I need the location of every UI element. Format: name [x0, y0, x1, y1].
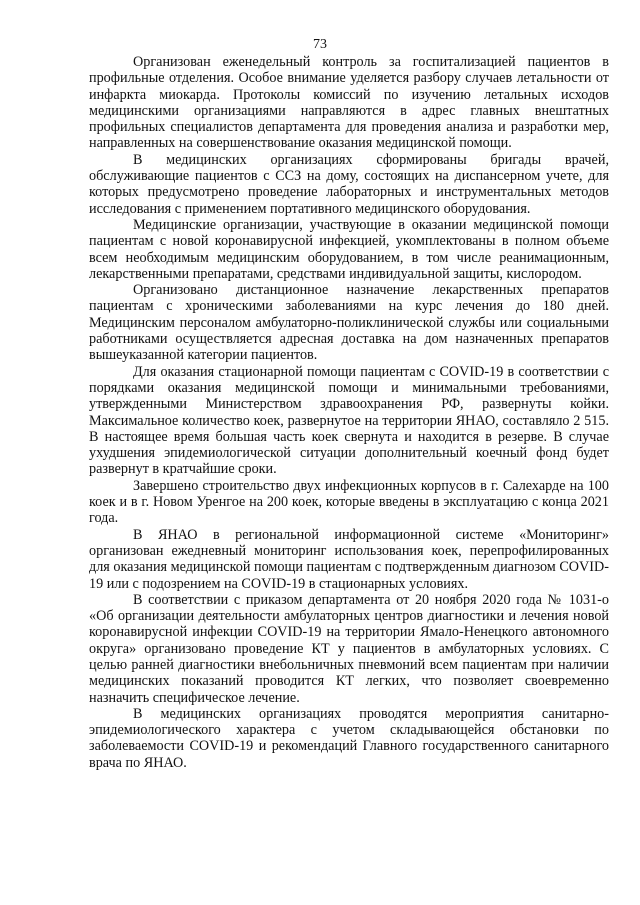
- paragraph-hospitalization-control: Организован еженедельный контроль за госпитализацией пациентов в профильные отделения. Особое внимание уделяется разбору случаев летальности от инфаркта миокарда. Протоколы комиссий по изучению летальных исходов медицинскими организациями направляются в адрес главных внештатных профильных специалистов департамента для проведения анализа и разработки мер, направленных на совершенствование оказания медицинской помощи.: [89, 54, 609, 152]
- page-number: 73: [313, 37, 327, 52]
- paragraph-monitoring-system: В ЯНАО в региональной информационной системе «Мониторинг» организован ежедневный мониторинг использования коек, перепрофилированных для оказания медицинской помощи пациентам с подтвержденным диагнозом COVID-19 или с подозрением на COVID-19 в стационарных условиях.: [89, 526, 609, 592]
- paragraph-infectious-buildings: Завершено строительство двух инфекционных корпусов в г. Салехарде на 100 коек и в г. Новом Уренгое на 200 коек, которые введены в эксплуатацию с конца 2021 года.: [89, 477, 609, 527]
- paragraph-remote-prescription: Организовано дистанционное назначение лекарственных препаратов пациентам с хроническими заболеваниями на курс лечения до 180 дней. Медицинским персоналом амбулаторно-поликлинической службы или социальными работниками осуществляется адресная доставка на дом назначенных препаратов вышеуказанной категории пациентов.: [89, 282, 609, 364]
- paragraph-ct-diagnostics: В соответствии с приказом департамента от 20 ноября 2020 года № 1031-о «Об организации деятельности амбулаторных центров диагностики и лечения новой коронавирусной инфекции COVID-19 на территории Ямало-Ненецкого автономного округа» организовано проведение КТ у пациентов в амбулаторных условиях. С целью ранней диагностики внебольничных пневмоний всем пациентам при наличии медицинских показаний проводится КТ легких, что позволяет своевременно назначить специфическое лечение.: [89, 591, 609, 706]
- paragraph-equipment: Медицинские организации, участвующие в оказании медицинской помощи пациентам с новой коронавирусной инфекцией, укомплектованы в полном объеме всем необходимым медицинским оборудованием, в том числе реанимационным, лекарственными препаратами, средствами индивидуальной защиты, кислородом.: [89, 216, 609, 282]
- body-text: [89, 54, 609, 771]
- paragraph-home-care-teams: В медицинских организациях сформированы бригады врачей, обслуживающие пациентов с ССЗ на дому, состоящих на диспансерном учете, для которых предусмотрено проведение лабораторных и инструментальных методов исследования с применением портативного медицинского оборудования.: [89, 151, 609, 217]
- paragraph-sanitary-measures: В медицинских организациях проводятся мероприятия санитарно-эпидемиологического характера с учетом складывающейся обстановки по заболеваемости COVID-19 и рекомендаций Главного государственного санитарного врача по ЯНАО.: [89, 705, 609, 771]
- paragraph-covid-beds: Для оказания стационарной помощи пациентам с COVID-19 в соответствии с порядками оказания медицинской помощи и минимальными требованиями, утвержденными Министерством здравоохранения РФ, развернуты койки. Максимальное количество коек, развернутое на территории ЯНАО, составляло 2 515. В настоящее время большая часть коек свернута и находится в резерве. В случае ухудшения эпидемиологической ситуации дополнительный коечный фонд будет развернут в кратчайшие сроки.: [89, 363, 609, 478]
